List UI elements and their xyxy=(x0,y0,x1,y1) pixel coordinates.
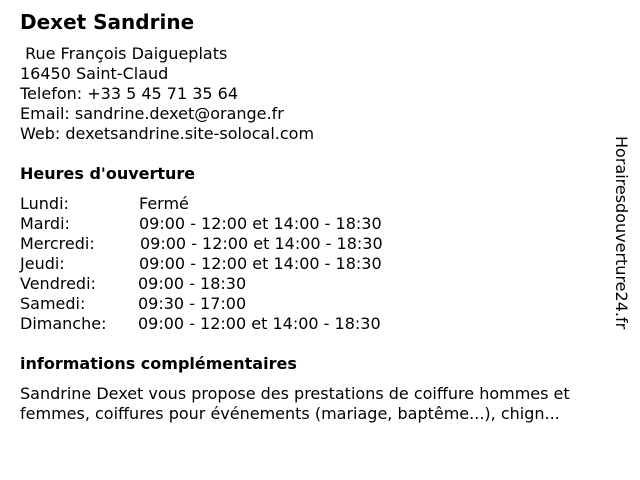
hours-row-dimanche xyxy=(20,314,440,334)
email-address: Email: sandrine.dexet@orange.fr xyxy=(20,104,284,123)
hours-row-mardi xyxy=(20,214,440,234)
hours-row-jeudi xyxy=(20,254,440,274)
street-address: Rue François Daigueplats xyxy=(20,44,228,63)
business-description: Sandrine Dexet vous propose des prestations de coiffure hommes et femmes, coiffures pour événements (mariage, baptême...), chign... xyxy=(20,384,570,423)
hours-row-lundi xyxy=(20,194,440,214)
day-hours: 09:00 - 12:00 et 14:00 - 18:30 xyxy=(139,214,382,233)
site-watermark: Horairesdouverture24.fr xyxy=(612,136,631,330)
website: Web: dexetsandrine.site-solocal.com xyxy=(20,124,315,143)
business-contact xyxy=(20,44,314,144)
business-name: Dexet Sandrine xyxy=(20,10,195,34)
hours-row-mercredi xyxy=(20,234,440,254)
day-label: Lundi: xyxy=(20,194,69,213)
day-label: Jeudi: xyxy=(20,254,65,273)
day-label: Samedi: xyxy=(20,294,86,313)
day-hours: 09:00 - 18:30 xyxy=(138,274,247,293)
hours-heading: Heures d'ouverture xyxy=(20,164,196,183)
day-label: Vendredi: xyxy=(20,274,96,293)
city-address: 16450 Saint-Claud xyxy=(20,64,169,83)
phone-number: Telefon: +33 5 45 71 35 64 xyxy=(20,84,239,103)
day-hours: 09:00 - 12:00 et 14:00 - 18:30 xyxy=(139,254,382,273)
day-hours: 09:00 - 12:00 et 14:00 - 18:30 xyxy=(140,234,383,253)
hours-row-samedi xyxy=(20,294,440,314)
day-hours: 09:00 - 12:00 et 14:00 - 18:30 xyxy=(138,314,381,333)
day-label: Dimanche: xyxy=(20,314,107,333)
info-heading: informations complémentaires xyxy=(20,354,297,373)
hours-table xyxy=(20,194,440,334)
day-hours: Fermé xyxy=(139,194,189,213)
day-label: Mercredi: xyxy=(20,234,95,253)
hours-row-vendredi xyxy=(20,274,440,294)
day-label: Mardi: xyxy=(20,214,70,233)
day-hours: 09:30 - 17:00 xyxy=(138,294,247,313)
